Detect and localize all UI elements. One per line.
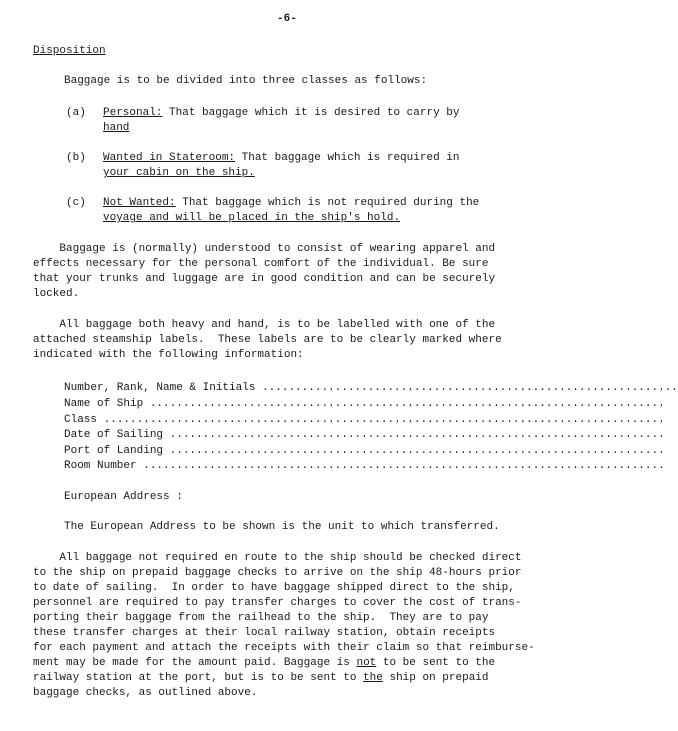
para-route-line: [33, 656, 495, 672]
class-b-desc: That baggage which is required in: [235, 152, 460, 164]
para-route-seg: ship on prepaid: [382, 672, 489, 684]
class-c-line2: [103, 211, 400, 227]
para-route-emphasis: not: [356, 657, 377, 669]
para-route-line: porting their baggage from the railhead to the ship. They are to pay: [33, 612, 489, 624]
label-field-row: Class .....................................................................................: [64, 414, 665, 426]
class-b-marker: (b): [66, 152, 86, 164]
class-c-marker: (c): [66, 197, 86, 209]
label-field-row: Room Number ...............................................................................: [64, 460, 665, 472]
para-route-line: [33, 671, 489, 687]
class-a-desc: That baggage which it is desired to carry by: [162, 107, 460, 119]
para-route-seg: railway station at the port, but is to be sent to: [33, 672, 364, 684]
para-route-line: these transfer charges at their local railway station, obtain receipts: [33, 627, 496, 639]
para-route-line: to date of sailing. In order to have baggage shipped direct to the ship,: [33, 582, 515, 594]
para-labels-line: All baggage both heavy and hand, is to be labelled with one of the: [33, 319, 496, 331]
european-address-text: The European Address to be shown is the unit to which transferred.: [64, 521, 500, 533]
page-number: -6-: [277, 13, 297, 25]
label-field-name: Number, Rank, Name & Initials: [64, 382, 256, 394]
label-field-name: Class: [64, 414, 98, 426]
label-field-row: Date of Sailing ...........................................................................: [64, 429, 665, 441]
class-c-line2-text: voyage and will be placed in the ship's hold.: [103, 212, 401, 224]
label-field-name: Date of Sailing: [64, 429, 164, 441]
intro-line: Baggage is to be divided into three classes as follows:: [64, 75, 428, 87]
class-b-line1: [103, 151, 459, 167]
para-route-line: to the ship on prepaid baggage checks to arrive on the ship 48-hours prior: [33, 567, 522, 579]
label-field-row: Number, Rank, Name & Initials ...............................................................: [64, 382, 678, 394]
class-c-term: Not Wanted:: [103, 197, 176, 209]
para-route-line: personnel are required to pay transfer charges to cover the cost of trans-: [33, 597, 522, 609]
para-route-emphasis: the: [363, 672, 383, 684]
class-a-line1: [103, 106, 459, 122]
european-address-label: European Address :: [64, 491, 183, 503]
section-heading: Disposition: [33, 45, 106, 57]
class-c-desc: That baggage which is not required during the: [175, 197, 480, 209]
label-field-row: Name of Ship ..............................................................................: [64, 398, 665, 410]
para-labels-line: attached steamship labels. These labels are to be clearly marked where: [33, 334, 502, 346]
class-b-line2: your cabin on the ship.: [103, 167, 255, 179]
para-route-line: All baggage not required en route to the ship should be checked direct: [33, 552, 522, 564]
para-baggage-line: locked.: [33, 288, 80, 300]
label-field-name: Room Number: [64, 460, 137, 472]
class-a-marker: (a): [66, 107, 86, 119]
class-a-term: Personal:: [103, 107, 163, 119]
para-baggage-line: Baggage is (normally) understood to consist of wearing apparel and: [33, 243, 496, 255]
para-labels-line: indicated with the following information:: [33, 349, 304, 361]
class-c-line1: [103, 196, 479, 212]
para-baggage-line: that your trunks and luggage are in good condition and can be securely: [33, 273, 496, 285]
class-b-term: Wanted in Stateroom:: [103, 152, 236, 164]
para-route-line: for each payment and attach the receipts with their claim so that reimburse-: [33, 642, 535, 654]
para-baggage-line: effects necessary for the personal comfort of the individual. Be sure: [33, 258, 489, 270]
class-a-line2: hand: [103, 122, 130, 134]
para-route-seg: Baggage is: [277, 657, 357, 669]
para-route-seg: to be sent to the: [376, 657, 496, 669]
label-field-name: Port of Landing: [64, 445, 164, 457]
label-field-row: Port of Landing ...........................................................................: [64, 445, 665, 457]
label-field-name: Name of Ship: [64, 398, 144, 410]
para-route-line: baggage checks, as outlined above.: [33, 687, 258, 699]
para-route-seg: ment may be made for the amount paid.: [33, 657, 278, 669]
